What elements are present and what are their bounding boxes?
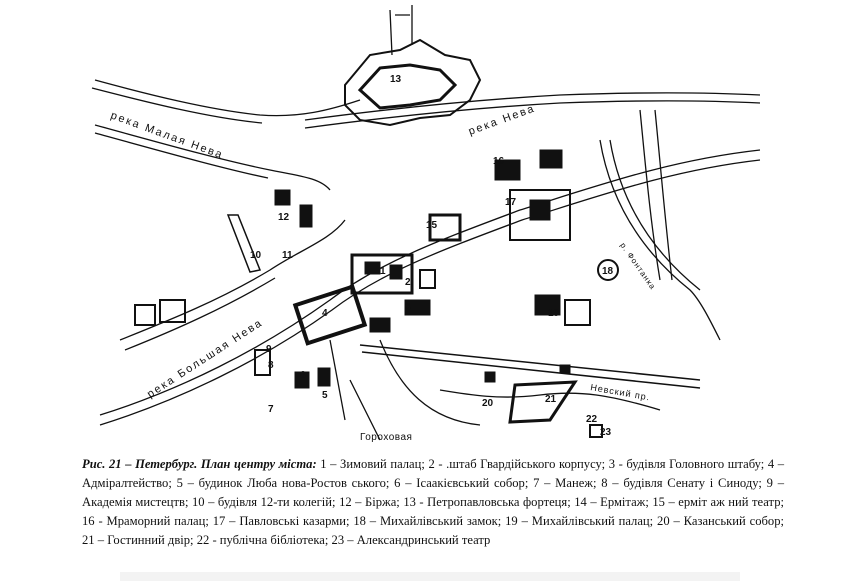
- map-number: 1: [380, 266, 386, 277]
- map-number: 12: [278, 212, 290, 223]
- map-number: 20: [482, 398, 494, 409]
- map-number: 11: [282, 250, 293, 261]
- admiralty-block: [295, 287, 364, 344]
- caption-text: 1 – Зимовий палац; 2 - .штаб Гвардійського корпусу; 3 - будівля Головного штабу; 4 – Адміралтейство; 5 – будинок Люба нова-Ростов ського; 6 – Ісаакієвський собор; 7 – Манеж; 8 – будівля Сенату і Синоду; 9 – Академія мистецтв; 10 – будівля 12-ти колегій; 12 – Біржа; 13 - Петропавловська фортеця; 14 – Ермітаж; 15 – ерміт аж ний театр; 16 - Мраморний палац; 17 – Павловські казарми; 18 – Михайлівський замок; 19 – Михайлівський палац; 20 – Казанський собор; 21 – Гостинний двір; 22 - публічна бібліотека; 23 – Александринський театр: [82, 457, 785, 547]
- figure-caption: [82, 455, 784, 550]
- map-number: 19: [548, 308, 560, 319]
- map-number: 10: [250, 250, 262, 261]
- page-edge: [120, 572, 740, 581]
- label-bolshaya-neva: река Большая Нева: [145, 316, 266, 401]
- fontanka-canal: [600, 140, 720, 340]
- map-number: 21: [545, 394, 557, 405]
- map-number: 9: [266, 344, 272, 355]
- label-gorokhovaya: Гороховая: [360, 432, 413, 443]
- label-malaya-neva: река Малая Нева: [108, 109, 226, 162]
- map-number: 8: [268, 360, 274, 371]
- map-number: 7: [268, 404, 274, 415]
- bolshaya-neva-north-bank: [120, 220, 345, 340]
- label-nevsky: Невский пр.: [589, 382, 652, 403]
- map-number: 6: [300, 370, 306, 381]
- nevsky-prospekt: [360, 345, 700, 380]
- map-number: 16: [493, 156, 505, 167]
- label-neva: река Нева: [466, 102, 538, 138]
- map-number: 5: [322, 390, 328, 401]
- map-number: 23: [600, 427, 612, 438]
- caption-title: Рис. 21 – Петербург. План центру міста:: [82, 457, 317, 471]
- map-number: 18: [602, 266, 614, 277]
- map-number: 17: [505, 197, 517, 208]
- map-number: 15: [426, 220, 438, 231]
- map-number: 2: [405, 277, 411, 288]
- malaya-neva-north-bank: [95, 80, 360, 116]
- map-number: 4: [322, 308, 328, 319]
- map-number: 22: [586, 414, 598, 425]
- label-fontanka: р. Фонтанка: [618, 240, 658, 292]
- map-number: 3: [405, 302, 411, 313]
- map-number: 13: [390, 74, 402, 85]
